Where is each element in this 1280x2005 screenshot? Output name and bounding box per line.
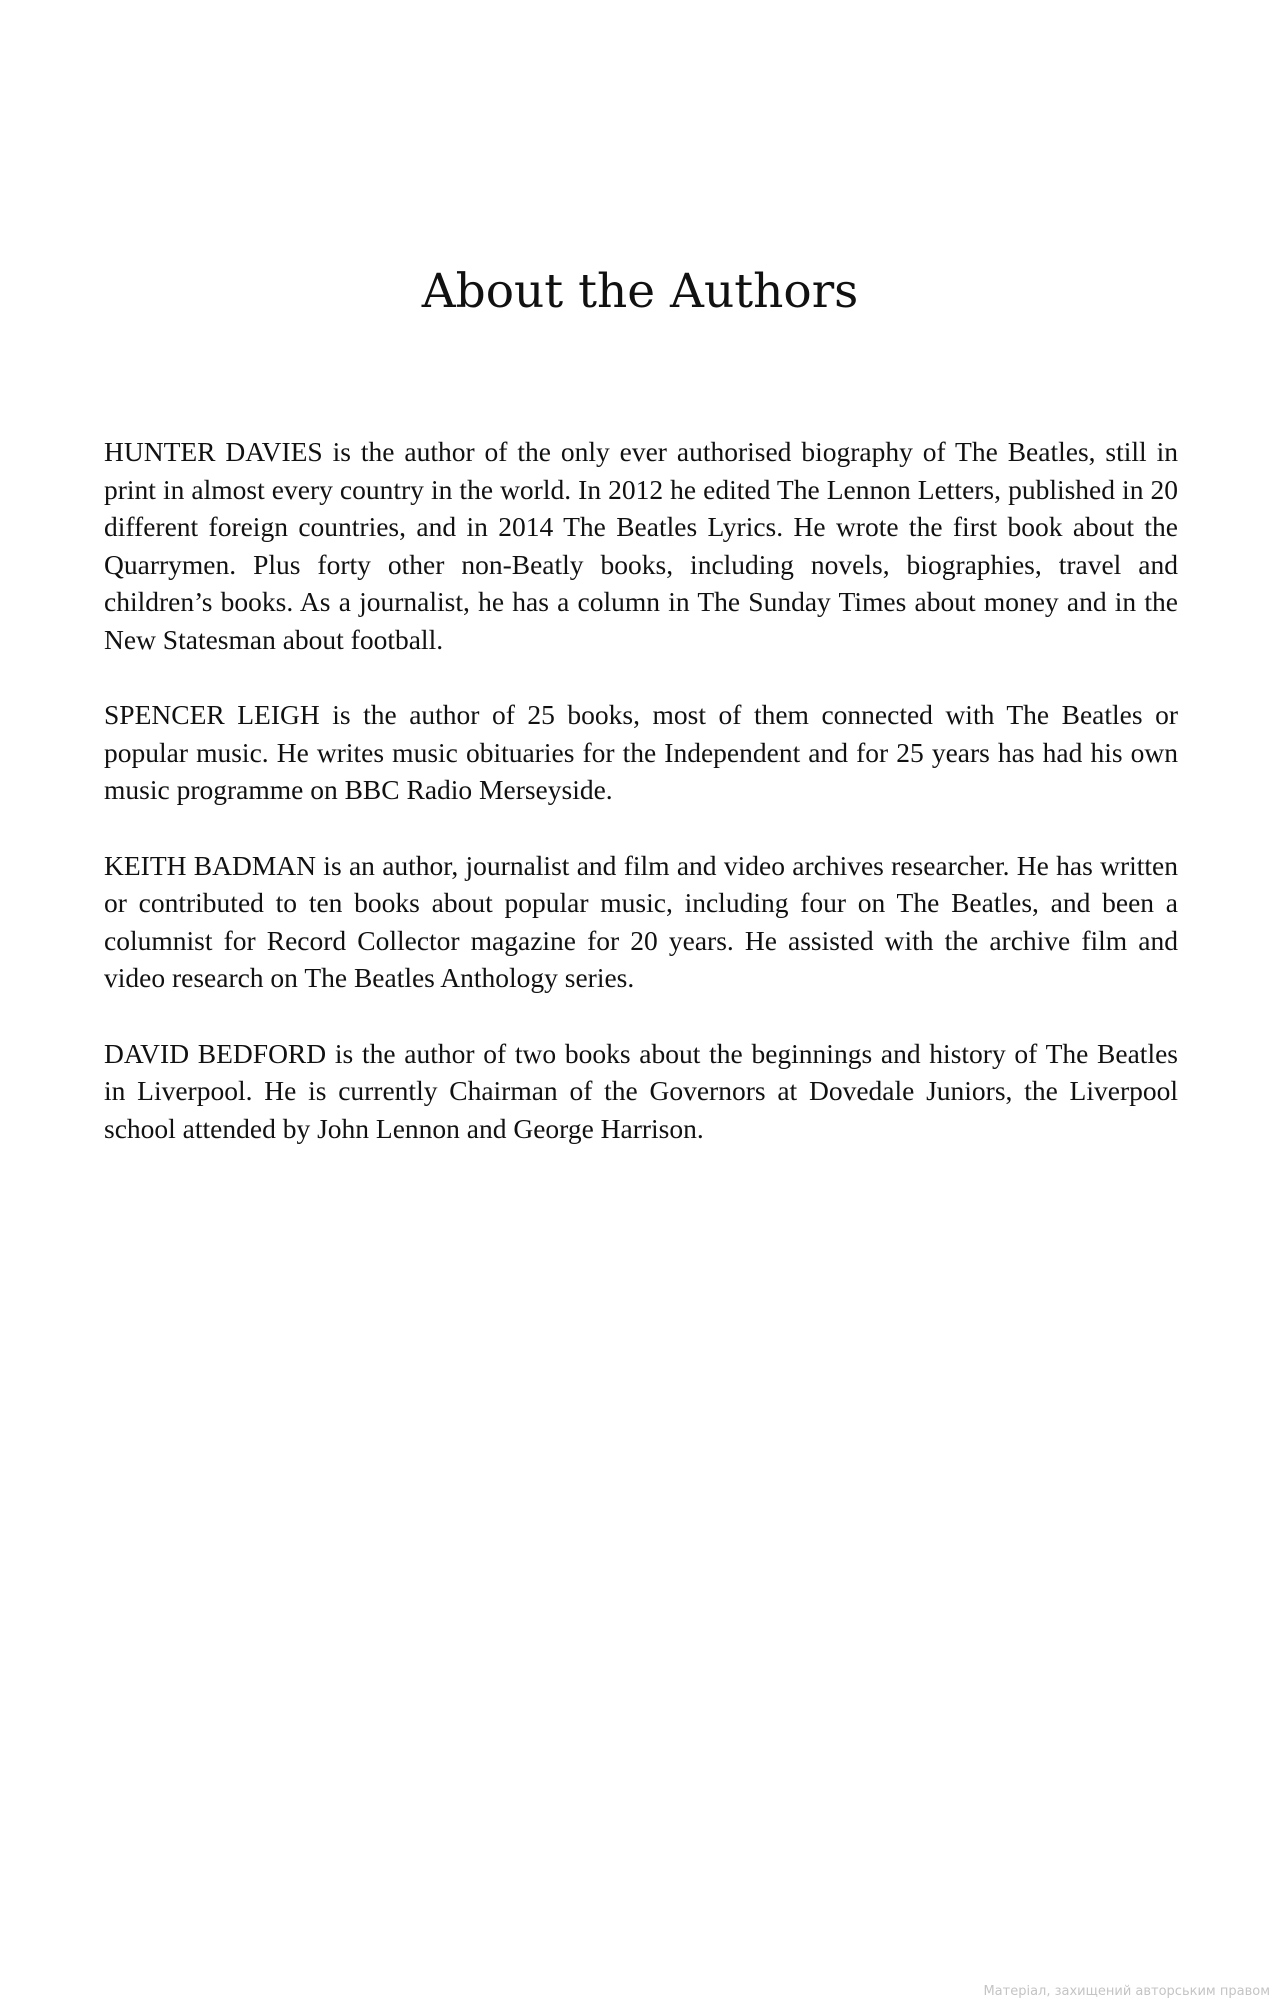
page-title: About the Authors <box>421 264 859 319</box>
bio-david-bedford: DAVID BEDFORD is the author of two books about the beginnings and history of The Beatles in Liverpool. He is currently Chairman of the Governors at Dovedale Juniors, the Liverpool school attended by John Lennon and George Harrison. <box>104 1037 1178 1144</box>
bio-hunter-davies: HUNTER DAVIES is the author of the only ever authorised biography of The Beatles, still in print in almost every country in the world. In 2012 he edited The Lennon Letters, published in 20 different foreign countries, and in 2014 The Beatles Lyrics. He wrote the first book about the Quarrymen. Plus forty other non-Beatly books, including novels, biographies, travel and children’s books. As a journalist, he has a column in The Sunday Times about money and in the New Statesman about football. <box>104 436 1178 655</box>
author-bios <box>104 433 1178 1185</box>
bio-spencer-leigh: SPENCER LEIGH is the author of 25 books, most of them connected with The Beatles or popular music. He writes music obituaries for the Independent and for 25 years has had his own music programme on BBC Radio Merseyside. <box>104 699 1178 805</box>
bio-keith-badman: KEITH BADMAN is an author, journalist and film and video archives researcher. He has written or contributed to ten books about popular music, including four on The Beatles, and been a columnist for Record Collector magazine for 20 years. He assisted with the archive film and video research on The Beatles Anthology series. <box>104 849 1178 993</box>
copyright-watermark: Матеріал, захищений авторським правом <box>983 1984 1270 1999</box>
